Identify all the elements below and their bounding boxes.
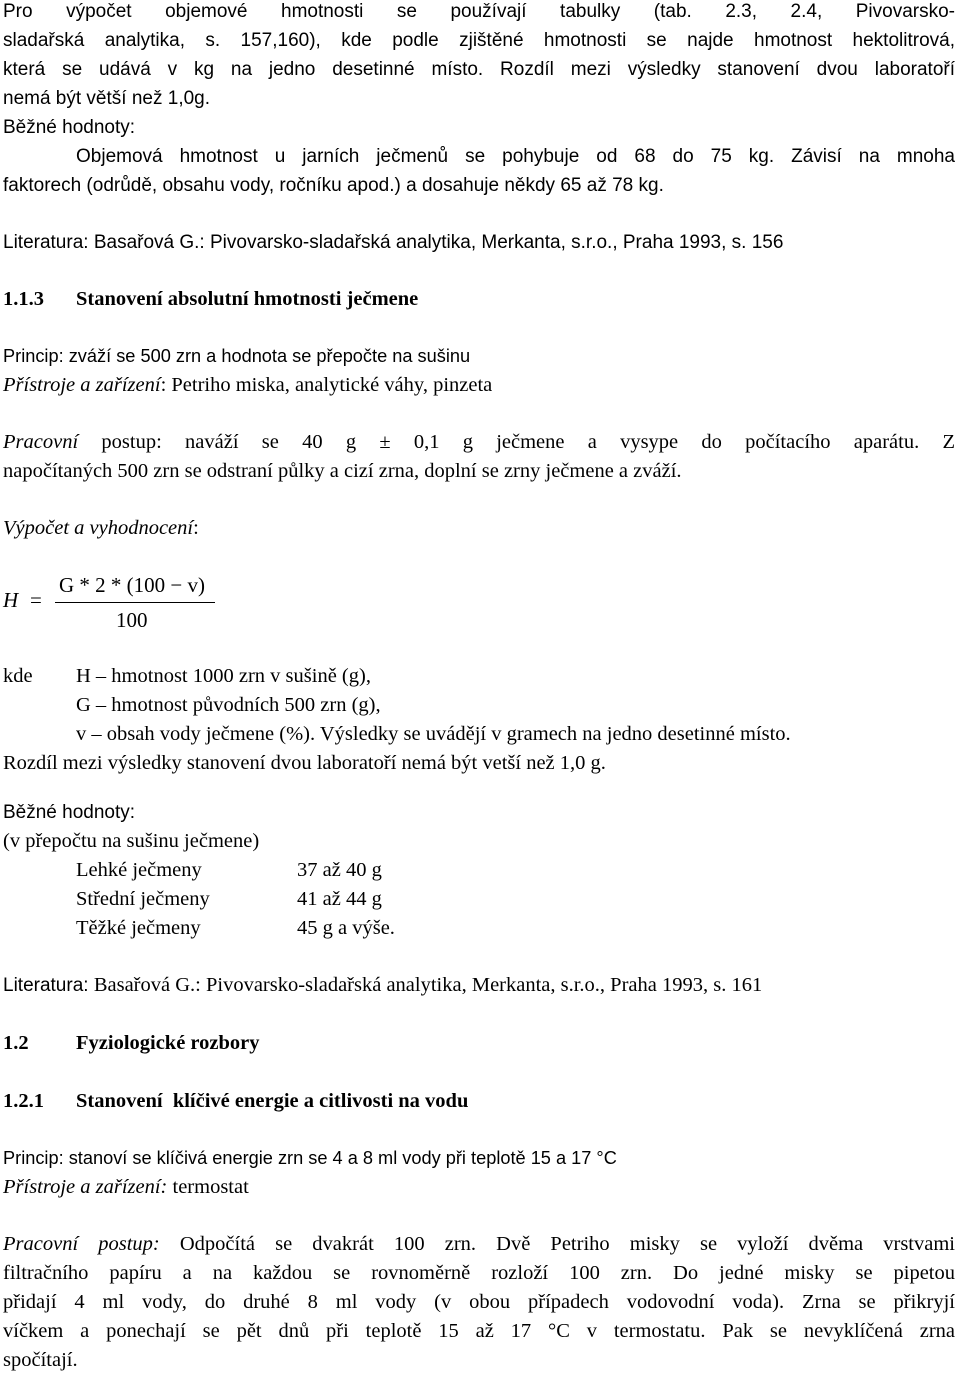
table-row <box>3 914 955 943</box>
pristroje-label: Přístroje a zařízení <box>3 374 161 396</box>
formula-lhs: H <box>3 588 19 612</box>
section-title: Stanovení klíčivé energie a citlivosti na vodu <box>76 1090 469 1112</box>
section-number: 1.2 <box>3 1032 29 1054</box>
row-type: Střední ječmeny <box>76 888 210 910</box>
kde-item3: v – obsah vody ječmene (%). Výsledky se uvádějí v gramech na jedno desetinné místo. <box>76 723 791 745</box>
fraction-bar <box>55 602 215 603</box>
princip-line <box>3 1144 955 1173</box>
bezne1-line2: faktorech (odrůdě, obsahu vody, ročníku apod.) a dosahuje někdy 65 až 78 kg. <box>3 175 664 196</box>
literature-label: Literatura: <box>3 232 94 253</box>
postup-label: Pracovní <box>3 431 79 453</box>
formula-equals: = <box>30 588 42 612</box>
bezne1-line1 <box>3 142 955 171</box>
section-heading-1-2-1 <box>3 1087 955 1116</box>
section-title: Fyziologické rozbory <box>76 1032 260 1054</box>
postup2-line4: víčkem a ponechají se pět dnů při teplotě 15 až 17 °C v termostatu. Pak se nevyklíčená zrna <box>3 1320 955 1342</box>
section-heading-1-1-3 <box>3 285 955 314</box>
bezne1-line1-a: Objemová hmotnost u jarních ječmenů se pohybuje od 68 do 75 kg. <box>76 146 775 167</box>
literature-label: Literatura: <box>3 975 94 996</box>
postup2-line5: spočítají. <box>3 1349 78 1371</box>
section-number: 1.1.3 <box>3 288 44 310</box>
bezne2-subheading: (v přepočtu na sušinu ječmene) <box>3 830 260 852</box>
pristroje-label: Přístroje a zařízení: <box>3 1176 168 1198</box>
pristroje-text: termostat <box>167 1176 249 1198</box>
table-row <box>3 856 955 885</box>
bezne1-line1-b: Závisí na mnoha <box>774 146 955 167</box>
vypocet-label: Výpočet a vyhodnocení <box>3 517 194 539</box>
postup2-line1 <box>3 1230 955 1259</box>
literature-reference <box>3 971 955 1000</box>
vypocet-heading <box>3 514 955 543</box>
pristroje-line <box>3 371 955 400</box>
postup2-line2: filtračního papíru a na každou se rovnoměrně rozloží 100 zrn. Do jedné misky se pipetou <box>3 1262 955 1284</box>
kde-item2: G – hmotnost původních 500 zrn (g), <box>76 694 381 716</box>
section-heading-1-2 <box>3 1029 955 1058</box>
postup-line2: napočítaných 500 zrn se odstraní půlky a cizí zrna, doplní se zrny ječmene a zváží. <box>3 460 682 482</box>
section-number: 1.2.1 <box>3 1090 44 1112</box>
kde-line1 <box>3 662 955 691</box>
row-value: 37 až 40 g <box>297 859 382 881</box>
bezne1-heading: Běžné hodnoty: <box>3 117 136 138</box>
formula <box>3 570 263 640</box>
vypocet-colon: : <box>193 517 199 539</box>
para1-line3-b: Rozdíl mezi výsledky stanovení dvou laboratoří <box>483 59 955 80</box>
row-type: Lehké ječmeny <box>76 859 202 881</box>
princip-label: Princip: <box>3 1148 69 1168</box>
kde-after: Rozdíl mezi výsledky stanovení dvou laboratoří nemá být vetší než 1,0 g. <box>3 752 606 774</box>
bezne2-heading: Běžné hodnoty: <box>3 802 136 823</box>
princip-label: Princip: <box>3 346 69 366</box>
section-title: Stanovení absolutní hmotnosti ječmene <box>76 288 419 310</box>
para1-line3-a: která se udává v kg na jedno desetinné místo. <box>3 59 484 80</box>
para1-line4: nemá být větší než 1,0g. <box>3 88 211 109</box>
formula-denominator: 100 <box>116 608 148 632</box>
postup-line1-text: postup: naváží se 40 g ± 0,1 g ječmene a vysype do počítacího aparátu. Z <box>78 431 955 453</box>
literature-text: Basařová G.: Pivovarsko-sladařská analytika, Merkanta, s.r.o., Praha 1993, s. 161 <box>93 974 763 996</box>
pristroje-line <box>3 1173 955 1202</box>
para1-line1: Pro výpočet objemové hmotnosti se používají tabulky (tab. 2.3, 2.4, Pivovarsko- <box>3 1 955 22</box>
table-row <box>3 885 955 914</box>
postup-label: Pracovní postup: <box>3 1233 160 1255</box>
row-value: 41 až 44 g <box>297 888 382 910</box>
postup-line1 <box>3 428 955 457</box>
para1-line2: sladařská analytika, s. 157,160), kde podle zjištěné hmotnosti se najde hmotnost hektolitrová, <box>3 30 955 51</box>
row-type: Těžké ječmeny <box>76 917 201 939</box>
formula-numerator: G * 2 * (100 − v) <box>59 573 205 597</box>
postup2-line3: přidají 4 ml vody, do druhé 8 ml vody (v obou případech vodovodní voda). Zrna se přikryjí <box>3 1291 955 1313</box>
kde-label: kde <box>3 665 33 687</box>
kde-item1: H – hmotnost 1000 zrn v sušině (g), <box>76 665 371 687</box>
para1-line3 <box>3 55 955 84</box>
row-value: 45 g a výše. <box>297 917 395 939</box>
princip-text: zváží se 500 zrn a hodnota se přepočte na sušinu <box>68 346 471 366</box>
literature-reference <box>3 228 955 257</box>
pristroje-text: : Petriho miska, analytické váhy, pinzeta <box>160 374 493 396</box>
princip-line <box>3 342 955 371</box>
postup2-line1-text: Odpočítá se dvakrát 100 zrn. Dvě Petriho misky se vyloží dvěma vrstvami <box>159 1233 955 1255</box>
literature-text: Basařová G.: Pivovarsko-sladařská analytika, Merkanta, s.r.o., Praha 1993, s. 156 <box>93 232 784 253</box>
princip-text: stanoví se klíčivá energie zrn se 4 a 8 ml vody při teplotě 15 a 17 °C <box>68 1148 617 1168</box>
